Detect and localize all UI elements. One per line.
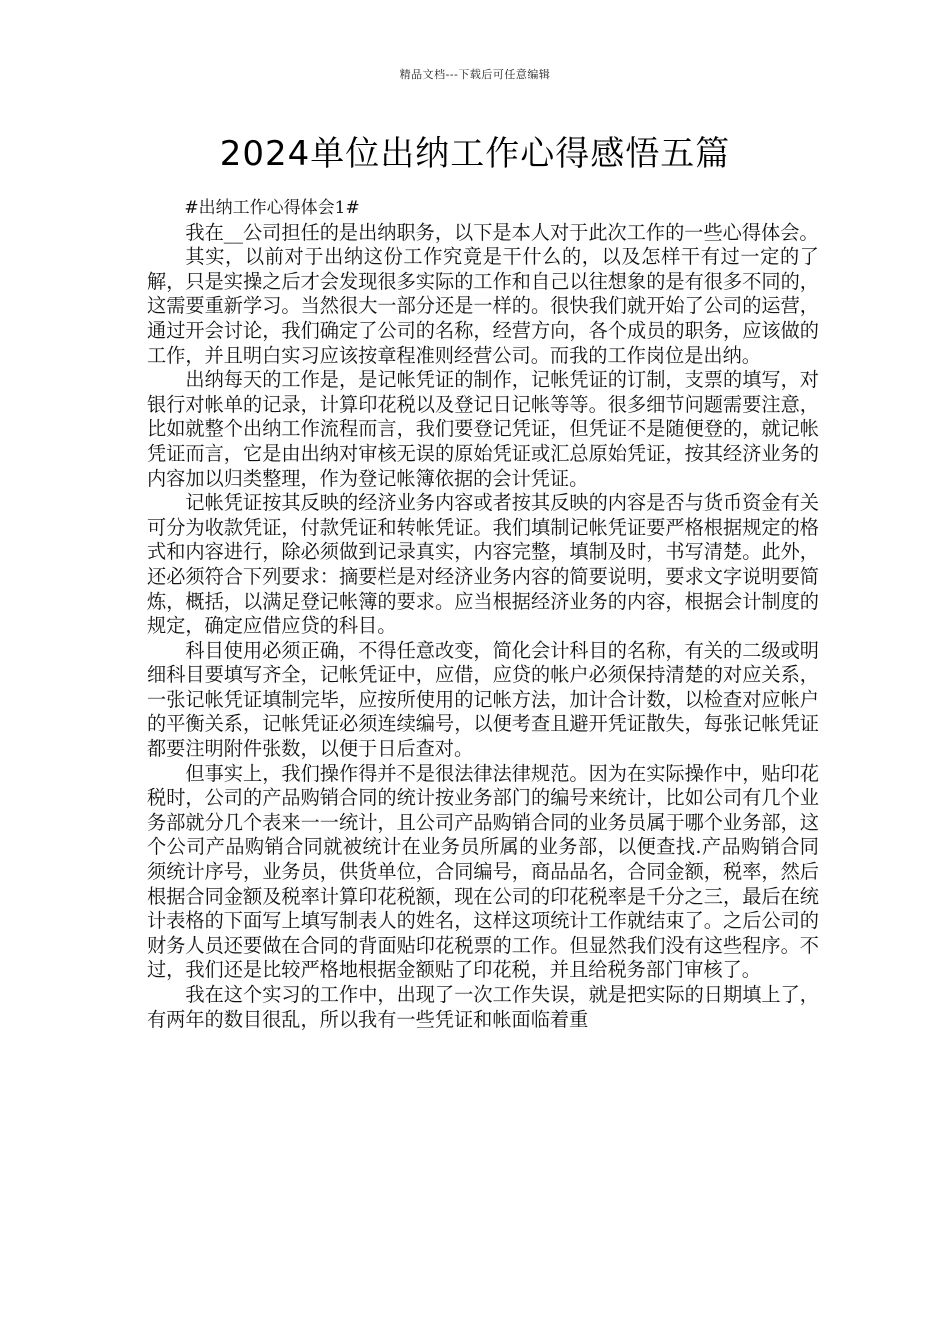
page-title: 2024单位出纳工作心得感悟五篇 bbox=[219, 134, 731, 174]
paragraph: 但事实上，我们操作得并不是很法律法律规范。因为在实际操作中，贴印花税时，公司的产品购销合同的统计按业务部门的编号来统计，比如公司有几个业务部就分几个表来一一统计，且公司产品购销合同的业务员属于哪个业务部，这个公司产品购销合同就被统计在业务员所属的业务部，以便查找.产品购销合同须统计序号，业务员，供货单位，合同编号，商品品名，合同金额，税率，然后根据合同金额及税率计算印花税额，现在公司的印花税率是千分之三，最后在统计表格的下面写上填写制表人的姓名，这样这项统计工作就结束了。之后公司的财务人员还要做在合同的背面贴印花税票的工作。但显然我们没有这些程序。不过，我们还是比较严格地根据金额贴了印花税，并且给税务部门审核了。 bbox=[147, 761, 819, 982]
header-note: 精品文档---下载后可任意编辑 bbox=[399, 68, 551, 81]
paragraph: 出纳每天的工作是，是记帐凭证的制作，记帐凭证的订制，支票的填写，对银行对帐单的记录，计算印花税以及登记日记帐等等。很多细节问题需要注意，比如就整个出纳工作流程而言，我们要登记凭证，但凭证不是随便登的，就记帐凭证而言，它是由出纳对审核无误的原始凭证或汇总原始凭证，按其经济业务的内容加以归类整理，作为登记帐簿依据的会计凭证。 bbox=[147, 368, 819, 490]
paragraph: 我在这个实习的工作中，出现了一次工作失误，就是把实际的日期填上了，有两年的数目很乱，所以我有一些凭证和帐面临着重 bbox=[147, 983, 819, 1031]
paragraph: 我在__公司担任的是出纳职务，以下是本人对于此次工作的一些心得体会。 bbox=[185, 220, 819, 244]
section-heading: #出纳工作心得体会1# bbox=[184, 198, 360, 218]
paragraph: 科目使用必须正确，不得任意改变，简化会计科目的名称，有关的二级或明细科目要填写齐全，记帐凭证中，应借，应贷的帐户必须保持清楚的对应关系，一张记帐凭证填制完毕，应按所使用的记帐方法，加计合计数，以检查对应帐户的平衡关系，记帐凭证必须连续编号，以便考查且避开凭证散失，每张记帐凭证都要注明附件张数，以便于日后查对。 bbox=[147, 638, 819, 761]
document-body bbox=[147, 196, 819, 1032]
paragraph: 记帐凭证按其反映的经济业务内容或者按其反映的内容是否与货币资金有关可分为收款凭证，付款凭证和转帐凭证。我们填制记帐凭证要严格根据规定的格式和内容进行，除必须做到记录真实，内容完整，填制及时，书写清楚。此外，还必须符合下列要求：摘要栏是对经济业务内容的简要说明，要求文字说明要简炼，概括，以满足登记帐簿的要求。应当根据经济业务的内容，根据会计制度的规定，确定应借应贷的科目。 bbox=[147, 491, 819, 638]
paragraph: 其实，以前对于出纳这份工作究竟是干什么的，以及怎样干有过一定的了解，只是实操之后才会发现很多实际的工作和自己以往想象的是有很多不同的，这需要重新学习。当然很大一部分还是一样的。很快我们就开始了公司的运营，通过开会讨论，我们确定了公司的名称，经营方向，各个成员的职务，应该做的工作，并且明白实习应该按章程准则经营公司。而我的工作岗位是出纳。 bbox=[147, 245, 819, 367]
